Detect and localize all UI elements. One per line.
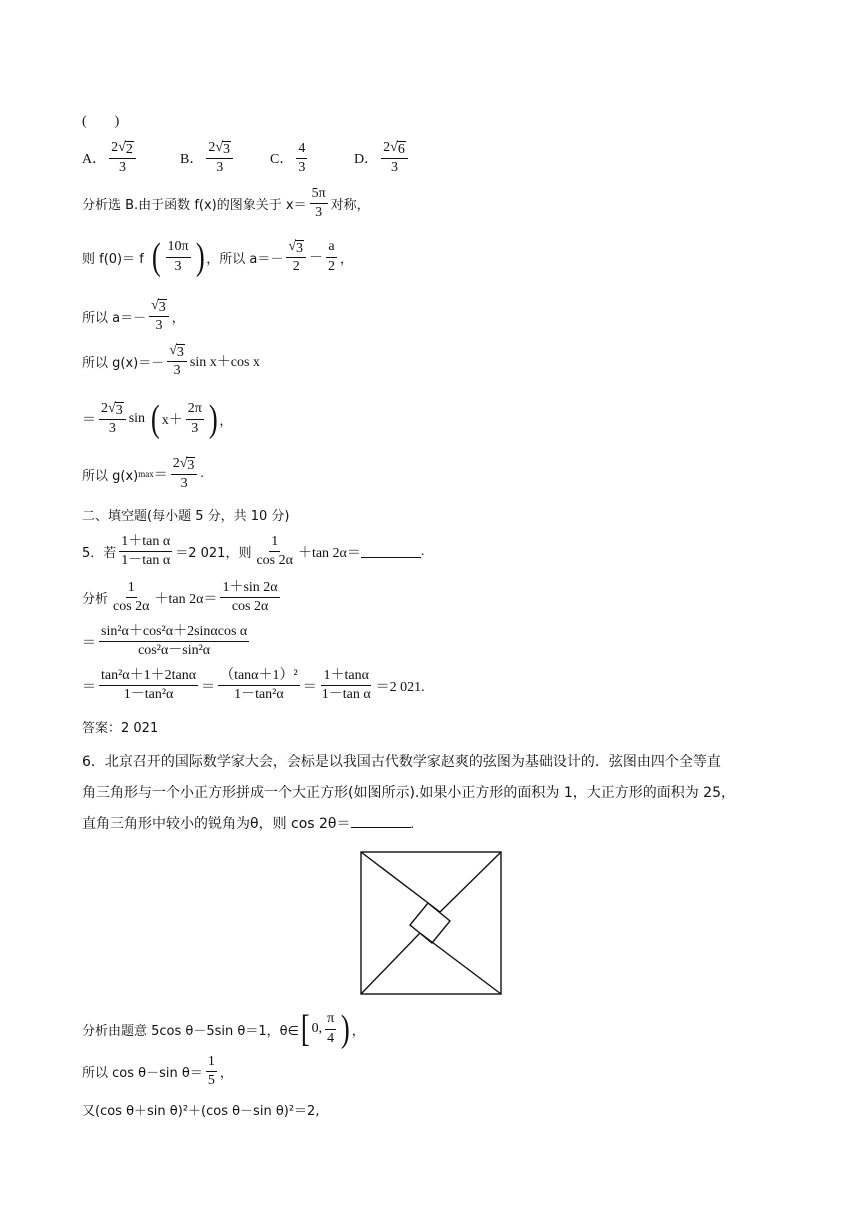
q6-analysis-line-2: 所以 cos θ－sin θ＝ $\frac{1}{5}$ ， [82,1054,233,1089]
section-heading: 二、填空题(每小题 5 分，共 10 分) [82,509,290,524]
q4-options [82,140,411,176]
q6-analysis-line-1: 分析由题意 5cos θ－5sin θ＝1，θ∈ [ 0, $\frac{\pi}{4}$ ) ， [82,1008,365,1050]
option-b: B． 2 √ 3 3 [180,140,270,176]
zhao-shuang-diagram [360,851,502,996]
q5-analysis-line-1: 分析 $\frac{1}{\cos 2\alpha}$ ＋tan 2α＝ $\frac{1+\sin 2\alpha}{\cos 2\alpha}$ [82,580,278,615]
triangle-edge [361,933,420,994]
q4-analysis-line-1: 分析选 B.由于函数 f(x)的图象关于 x＝ $\frac{5\pi}{3}$ 对称， [82,186,370,221]
answer-blank [351,815,411,828]
option-d: D． 2 √ 6 3 [354,140,411,176]
q6-question: 6．北京召开的国际数学家大会，会标是以我国古代数学家赵爽的弦图为基础设计的．弦图由四个全等直 角三角形与一个小正方形拼成一个大正方形(如图所示).如果小正方形的面积为 1，大正方形的面积为 25， 直角三角形中较小的锐角为θ，则 cos 2θ＝ . [82,754,735,832]
q6-analysis-line-3: 又(cos θ＋sin θ)²＋(cos θ－sin θ)²＝2, [82,1104,320,1119]
triangle-edge [440,852,501,912]
q5-question: 5．若 $\frac{\text{1＋tan α}}{\text{1－tan α}}$ ＝2 021，则 $\frac{1}{\cos 2\alpha}$ ＋tan 2α＝ . [82,534,425,569]
q5-answer: 答案：2 021 [82,721,159,736]
q4-analysis-line-5: ＝ 2 √ 3 3 sin ( x＋ $\frac{2\pi}{3}$ ) ， [82,398,233,440]
q4-analysis-line-2: 则 f(0)＝ f ( $\frac{10\pi}{3}$ ) ，所以 a＝－ √ 3 2 － $\frac{a}{2}$ ， [82,236,354,278]
q4-analysis-line-3: 所以 a＝－ √ 3 3 ， [82,298,185,334]
q5-analysis-line-3: ＝ $\frac{\text{tan²α＋1＋2tanα}}{\text{1－tan²α}}$ ＝ $\frac{\text{（tanα＋1）²}}{\text{1－tan²α}}$ ＝ $\frac{1+\tan\alpha}{\text{1－tan α}}$ ＝2 021. [82,668,425,703]
q4-analysis-line-6: 所以 g(x) max ＝ 2 √ 3 3 . [82,456,204,492]
option-c: C． $\frac{4}{3}$ [270,140,306,175]
answer-blank [361,545,421,558]
q4-analysis-line-4: 所以 g(x)＝－ √ 3 3 sin x＋cos x [82,343,260,379]
q5-analysis-line-2: ＝ $\frac{\text{sin²α＋cos²α＋2sinαcos α}}{\text{cos²α－sin²α}}$ [82,624,248,659]
q4-paren: ( ) [82,114,120,129]
option-a: A． 2 √ 2 3 [82,140,180,176]
